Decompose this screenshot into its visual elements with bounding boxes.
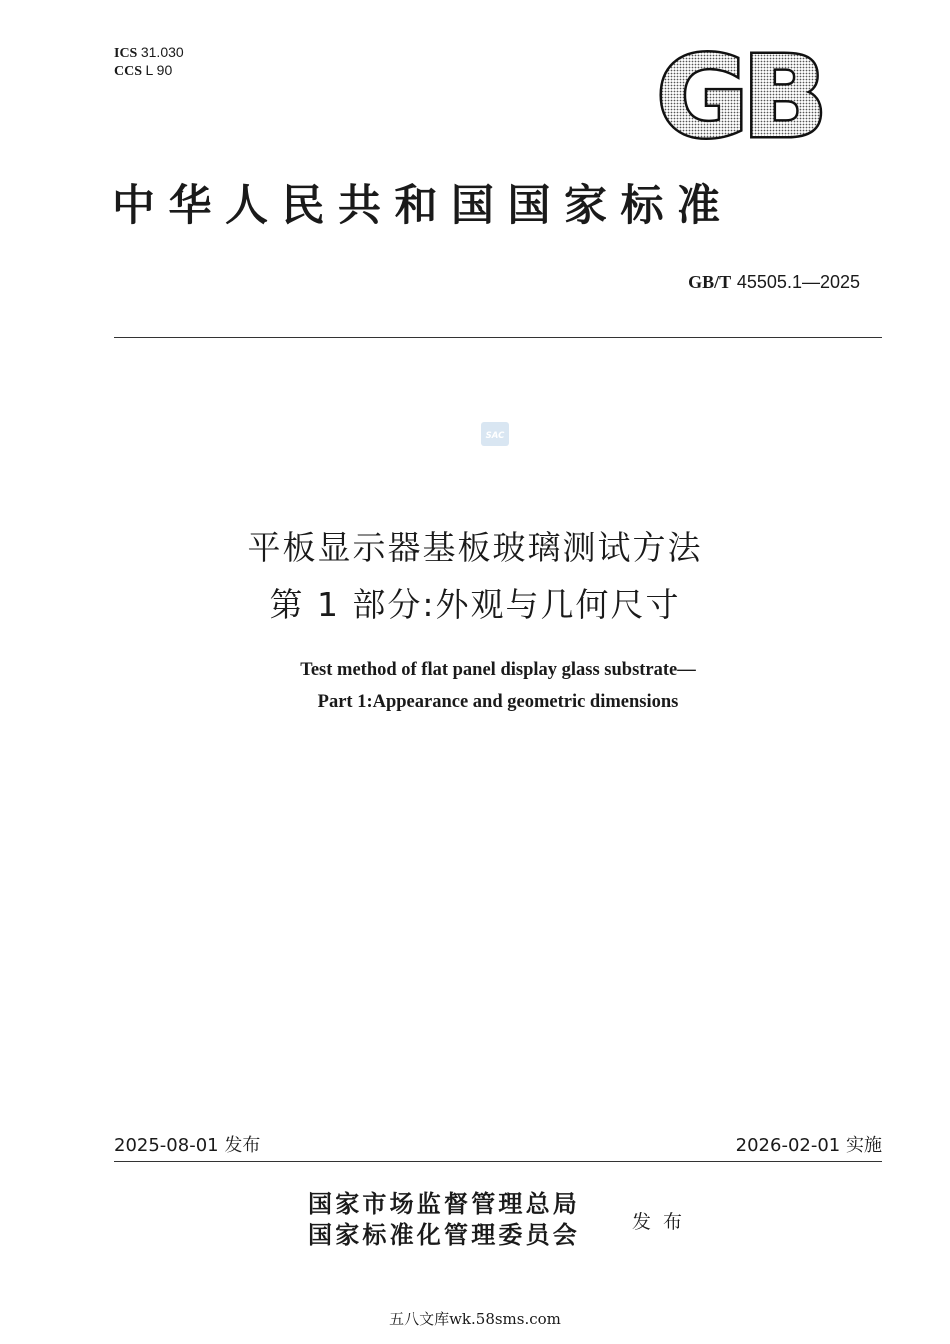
ics-code	[114, 44, 184, 62]
sac-watermark-text: SAC	[485, 431, 505, 441]
standard-number	[688, 272, 860, 293]
sac-watermark	[481, 422, 509, 446]
english-title-line-2: Part 1:Appearance and geometric dimensions	[317, 692, 679, 712]
gb-logo-text: GB	[656, 48, 822, 144]
footer-watermark-text: 五八文库wk.58sms.com	[389, 1310, 561, 1328]
ccs-label: CCS	[114, 64, 143, 79]
ics-label: ICS	[114, 46, 138, 61]
standard-number-value: 45505.1—2025	[736, 272, 860, 292]
chinese-title-line-1: 平板显示器基板玻璃测试方法	[247, 528, 703, 567]
national-standard-title: 中华人民共和国国家标准	[112, 181, 734, 231]
bottom-divider	[114, 1161, 882, 1162]
release-date: 2025-08-01 发布	[114, 1135, 261, 1156]
issuer-samr: 国家市场监督管理总局	[308, 1189, 580, 1218]
top-divider	[114, 337, 882, 338]
chinese-title-line-2: 第 1 部分:外观与几何尺寸	[269, 585, 681, 624]
issuing-authorities	[308, 1188, 580, 1250]
ccs-value: L 90	[145, 62, 173, 78]
english-title-line-1: Test method of flat panel display glass substrate—	[300, 660, 696, 680]
issuer-sac: 国家标准化管理委员会	[308, 1220, 580, 1249]
issue-word: 发布	[632, 1211, 695, 1233]
ccs-code	[114, 62, 184, 80]
classification-codes	[114, 44, 184, 80]
standard-number-prefix: GB/T	[688, 272, 732, 292]
implementation-date: 2026-02-01 实施	[735, 1135, 882, 1156]
ics-value: 31.030	[140, 44, 184, 60]
gb-logo-icon	[646, 48, 832, 144]
